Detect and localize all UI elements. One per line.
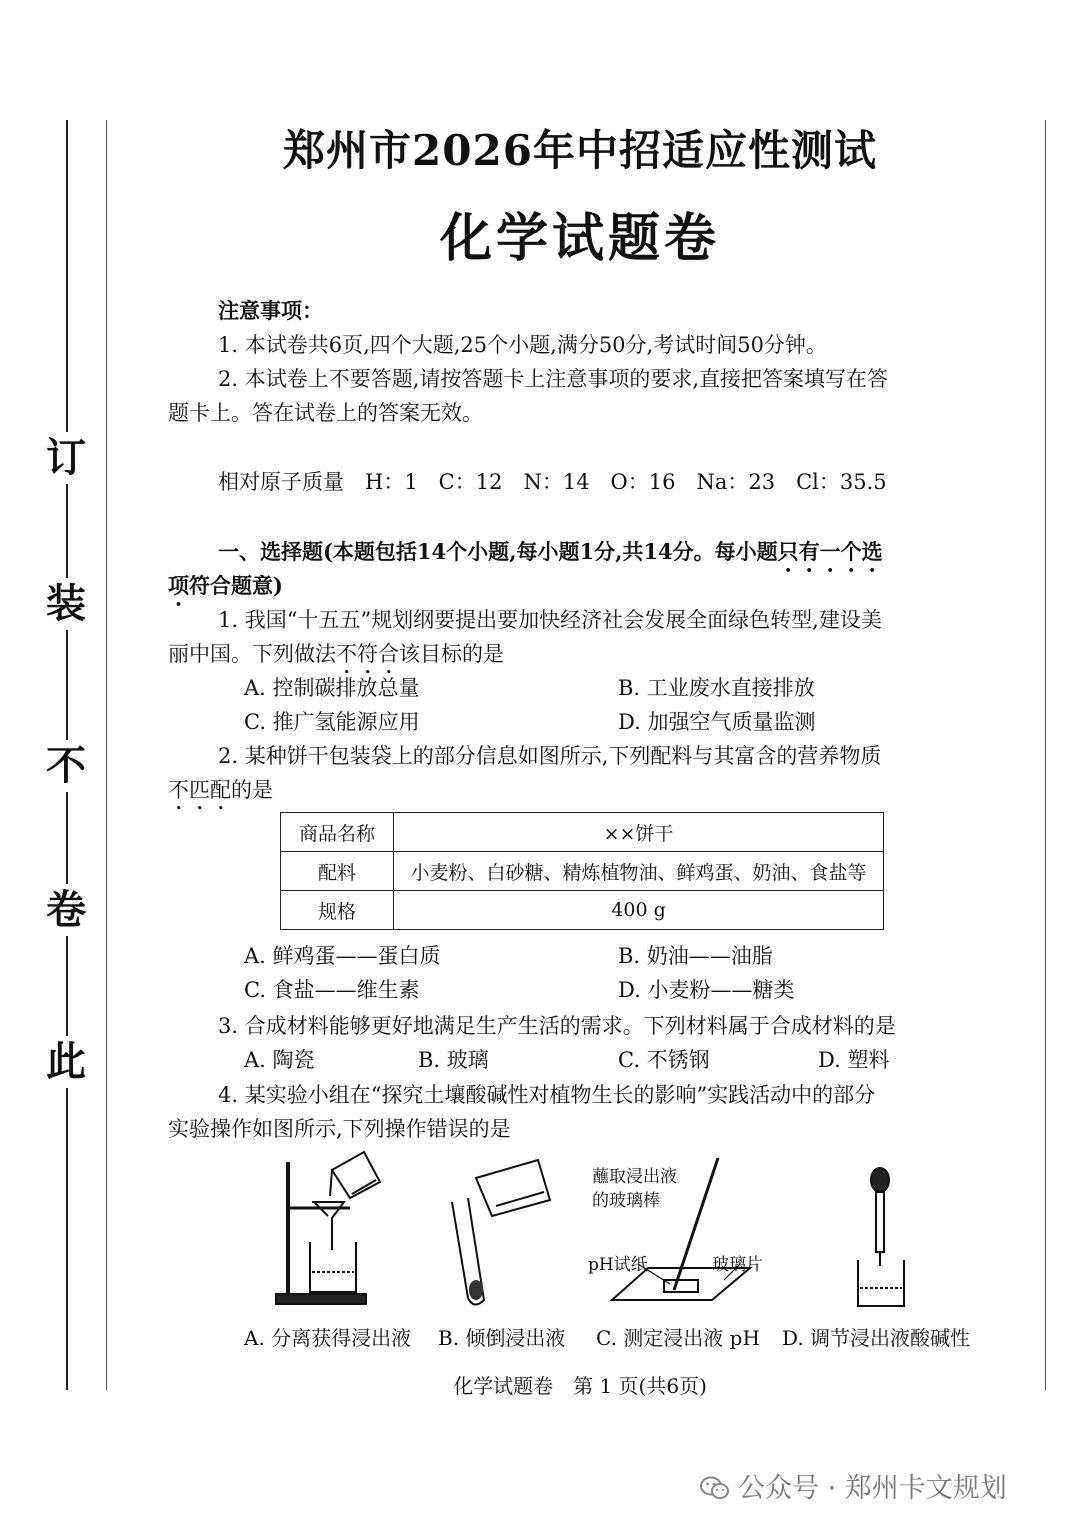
q1-stem-emphasis: 不符合 <box>336 642 399 666</box>
q4-label-rod-1: 蘸取浸出液 <box>592 1167 677 1187</box>
q3-option-a: A. 陶瓷 <box>244 1048 315 1072</box>
dropper-beaker <box>858 1168 904 1306</box>
table-key: 规格 <box>281 891 394 930</box>
page-footer: 化学试题卷 第 1 页(共6页) <box>453 1374 707 1398</box>
q4-option-d: D. 调节浸出液酸碱性 <box>782 1326 971 1350</box>
section-1-text-2: 符合题意) <box>189 573 283 598</box>
table-row <box>281 891 884 930</box>
q4-option-b: B. 倾倒浸出液 <box>438 1326 566 1350</box>
binding-char-zhuang: 装 <box>42 578 90 630</box>
q2-option-d: D. 小麦粉——糖类 <box>618 978 795 1002</box>
notice-item-2-line-1: 2. 本试卷上不要答题,请按答题卡上注意事项的要求,直接把答案填写在答 <box>218 367 889 391</box>
q1-option-b: B. 工业废水直接排放 <box>618 676 815 700</box>
exam-subtitle: 化学试题卷 <box>439 209 720 269</box>
watermark-text: 公众号 · 郑州卡文规划 <box>738 1473 1007 1504</box>
q1-option-d: D. 加强空气质量监测 <box>618 710 816 734</box>
q4-label-ph-paper: pH试纸 <box>588 1255 648 1275</box>
watermark <box>700 1466 1007 1505</box>
table-value: 小麦粉、白砂糖、精炼植物油、鲜鸡蛋、奶油、食盐等 <box>394 852 884 891</box>
q4-label-glass: 玻璃片 <box>712 1255 763 1275</box>
q2-stem-emphasis: 不匹配 <box>168 778 231 802</box>
binding-char-ding: 订 <box>42 432 90 484</box>
exam-title: 郑州市2026年中招适应性测试 <box>283 126 877 175</box>
notice-heading: 注意事项： <box>218 298 323 323</box>
binding-char-juan: 卷 <box>42 884 90 936</box>
filtration-apparatus <box>276 1152 380 1304</box>
q3-option-c: C. 不锈钢 <box>618 1048 710 1072</box>
q2-stem-tail: 的是 <box>231 778 273 802</box>
table-row <box>281 852 884 891</box>
wechat-icon <box>700 1475 730 1501</box>
binding-line-inner <box>106 120 107 1390</box>
binding-char-bu: 不 <box>42 740 90 792</box>
q4-label-rod-2: 的玻璃棒 <box>592 1191 660 1211</box>
q2-stem-line-2 <box>168 775 998 815</box>
notice-item-1: 1. 本试卷共6页,四个大题,25个小题,满分50分,考试时间50分钟。 <box>218 333 827 357</box>
atomic-mass-line: 相对原子质量 H：1 C：12 N：14 O：16 Na：23 Cl：35.5 <box>218 470 887 494</box>
q1-stem-text: 丽中国。下列做法 <box>168 642 336 666</box>
q2-option-b: B. 奶油——油脂 <box>618 944 773 968</box>
table-row <box>281 813 884 852</box>
notice-item-2-line-2: 题卡上。答在试卷上的答案无效。 <box>168 401 483 425</box>
q1-option-c: C. 推广氢能源应用 <box>244 710 420 734</box>
q1-option-a: A. 控制碳排放总量 <box>244 676 420 700</box>
q4-option-c: C. 测定浸出液 pH <box>596 1326 760 1350</box>
section-1-text: 一、选择题(本题包括14个小题,每小题1分,共14分。每小题 <box>218 539 778 564</box>
q2-product-table <box>280 812 884 930</box>
q2-option-c: C. 食盐——维生素 <box>244 978 420 1002</box>
table-value: ××饼干 <box>394 813 884 852</box>
test-tube-pouring <box>452 1160 550 1305</box>
q1-stem-tail: 该目标的是 <box>399 642 504 666</box>
q4-stem-line-2: 实验操作如图所示,下列操作错误的是 <box>168 1117 511 1141</box>
binding-char-ci: 此 <box>42 1036 90 1088</box>
section-1-emphasis-2: 项 <box>168 573 189 598</box>
q3-option-d: D. 塑料 <box>818 1048 890 1072</box>
q4-stem-line-1: 4. 某实验小组在“探究土壤酸碱性对植物生长的影响”实践活动中的部分 <box>218 1083 876 1107</box>
table-key: 商品名称 <box>281 813 394 852</box>
q2-stem-line-1: 2. 某种饼干包装袋上的部分信息如图所示,下列配料与其富含的营养物质 <box>218 744 882 768</box>
q1-stem-line-1: 1. 我国“十五五”规划纲要提出要加快经济社会发展全面绿色转型,建设美 <box>218 608 882 632</box>
table-key: 配料 <box>281 852 394 891</box>
q4-option-a: A. 分离获得浸出液 <box>244 1326 412 1350</box>
q3-stem: 3. 合成材料能够更好地满足生产生活的需求。下列材料属于合成材料的是 <box>218 1014 896 1038</box>
section-1-emphasis: 只有一个选 <box>777 539 883 564</box>
q3-option-b: B. 玻璃 <box>418 1048 489 1072</box>
q2-option-a: A. 鲜鸡蛋——蛋白质 <box>244 944 441 968</box>
table-value: 400 g <box>394 891 884 930</box>
